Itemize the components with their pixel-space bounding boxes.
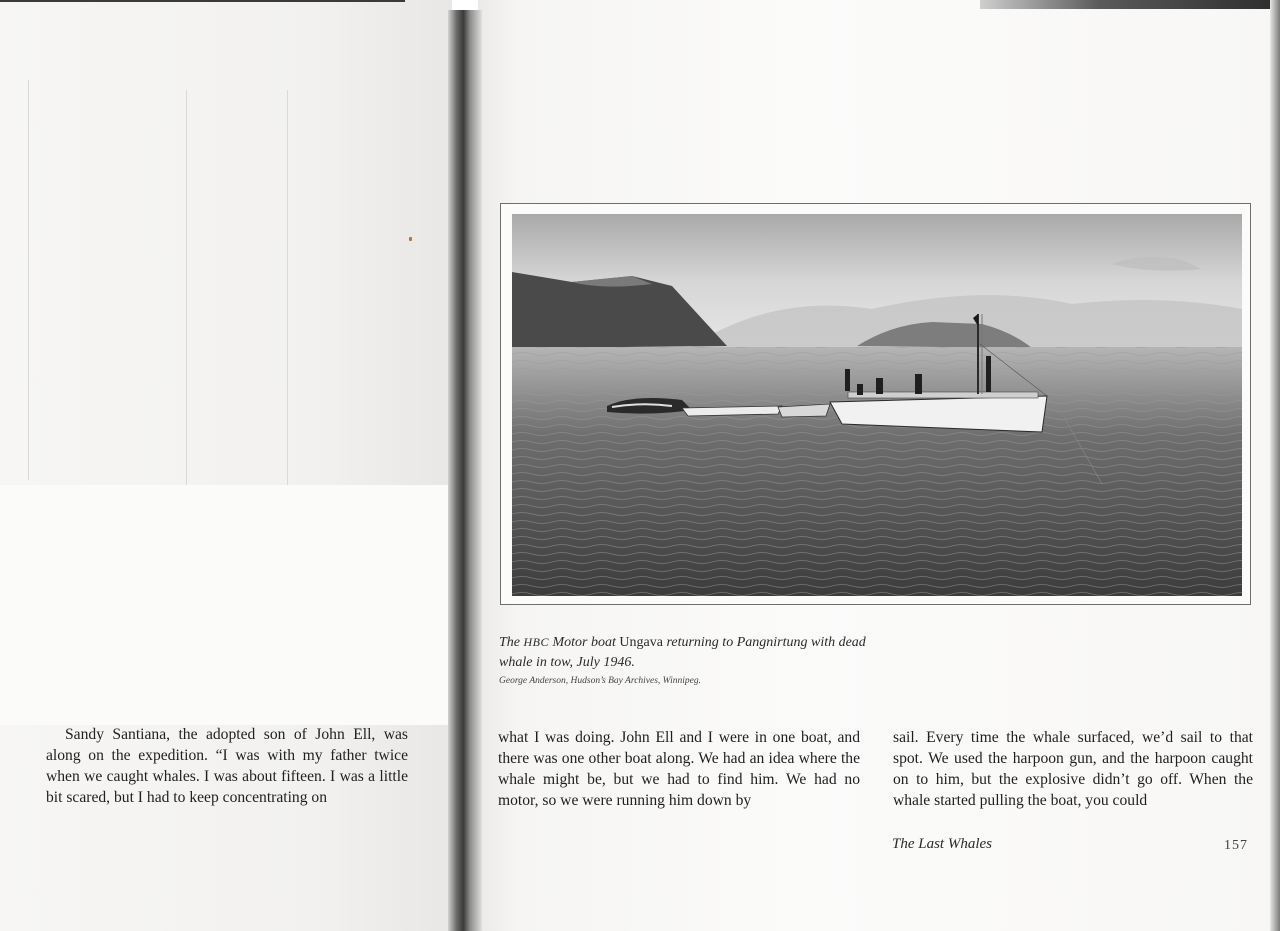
photo-caption [499, 632, 879, 673]
photo-credit: George Anderson, Hudson’s Bay Archives, Winnipeg. [499, 676, 701, 686]
paper-speck [409, 237, 412, 241]
show-through-line [287, 90, 288, 485]
left-page-blank-area [0, 485, 452, 725]
right-edge-shadow [1270, 0, 1280, 931]
left-page-paragraph: Sandy Santiana, the adopted son of John Ell, was along on the expedition. “I was with my father twice when we caught whales. I was about fifteen. I was a little bit scared, but I had to keep concentrating on [46, 726, 408, 806]
right-page-column-2: sail. Every time the whale surfaced, we’d sail to that spot. We used the harpoon gun, and the harpoon caught on to him, but the explosive didn’t go off. When the whale started pulling the boat, you could [893, 729, 1253, 809]
caption-middle: Motor boat [552, 635, 616, 650]
caption-org: HBC [523, 635, 549, 649]
top-edge-shadow [980, 0, 1280, 9]
show-through-line [28, 80, 29, 480]
caption-vessel-name: Ungava [619, 635, 663, 650]
caption-rest: returning to Pangnirtung with dead whale in tow, July 1946. [499, 635, 866, 670]
photograph-motor-boat-with-whale [512, 214, 1242, 596]
show-through-line [186, 90, 187, 485]
page-number: 157 [1224, 838, 1248, 853]
book-gutter [448, 10, 482, 931]
top-edge-rule [0, 0, 405, 2]
right-page-column-1: what I was doing. John Ell and I were in one boat, and there was one other boat along. We had an idea where the whale might be, but we had to find him. We had no motor, so we were running him down by [498, 729, 860, 809]
running-title: The Last Whales [892, 836, 993, 852]
caption-prefix: The [499, 635, 520, 650]
